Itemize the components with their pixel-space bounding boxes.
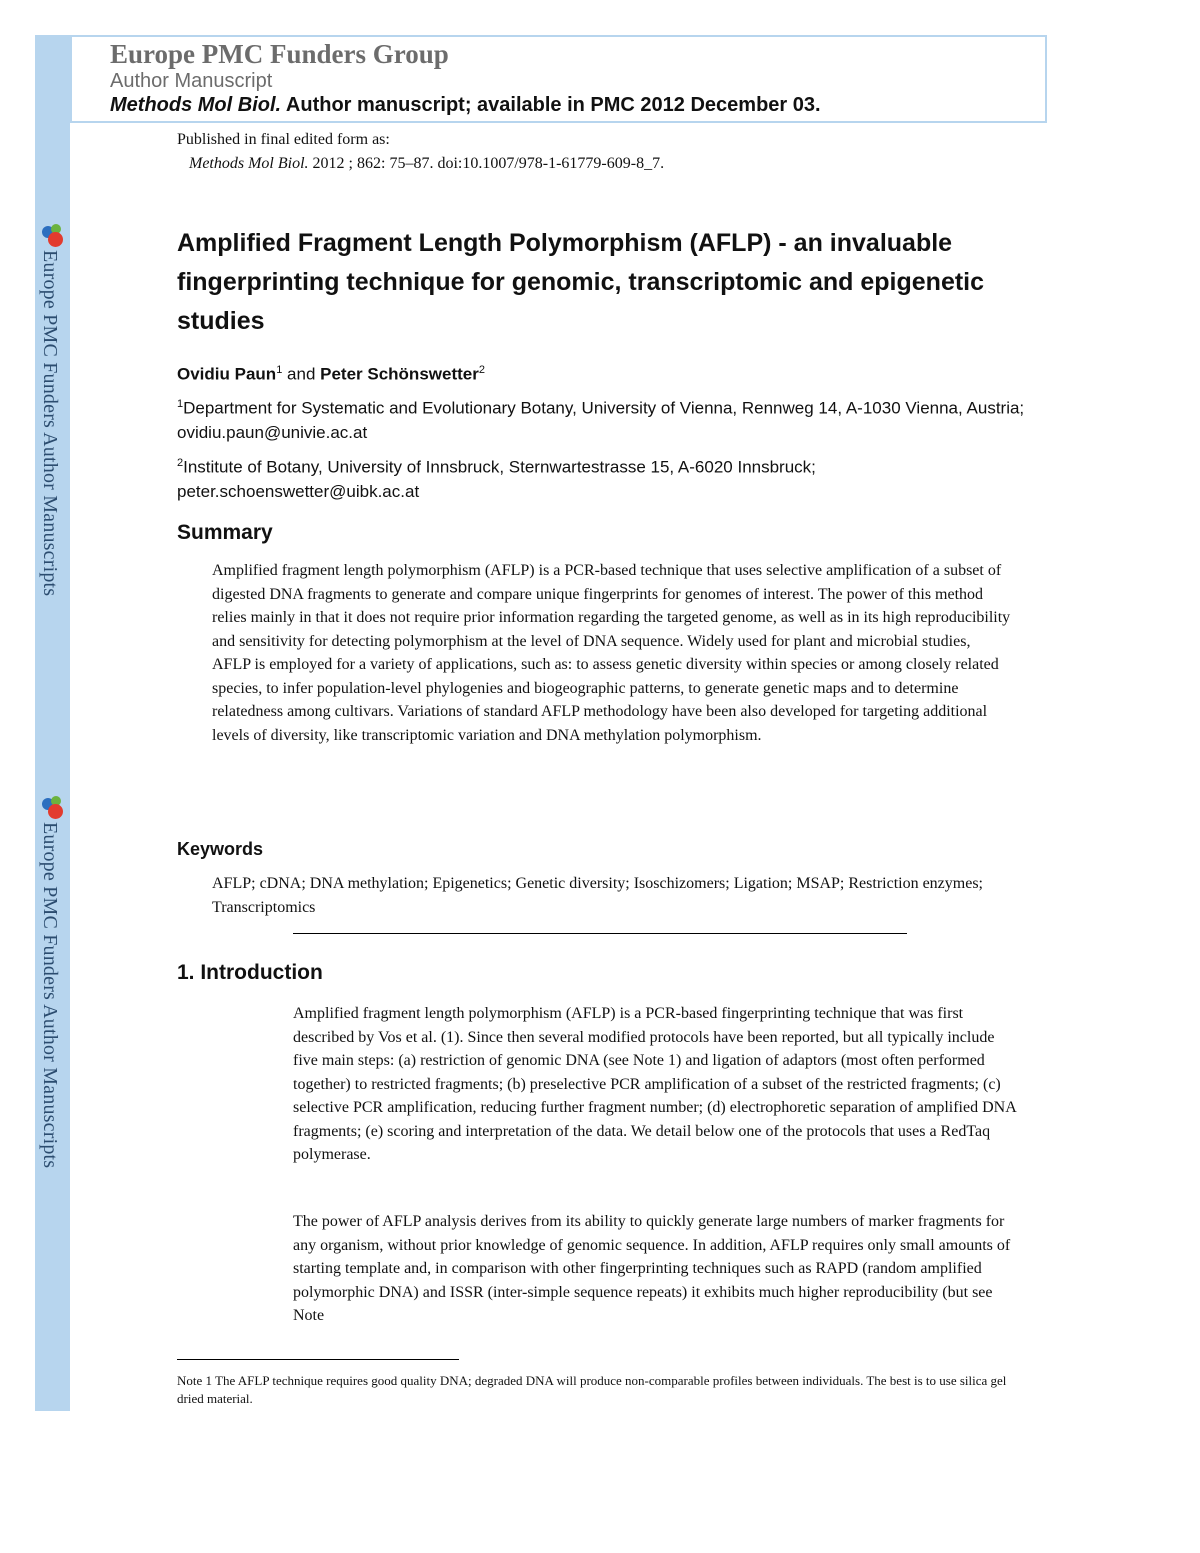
affiliation-marker: 1 bbox=[276, 364, 283, 376]
summary-text: Amplified fragment length polymorphism (AFLP) is a PCR-based technique that uses selective amplification of a subset of digested DNA fragments to generate and compare unique fingerprints for genomes of interest. The power of this method relies mainly in that it does not require prior information regarding the targeted genome, as well as in its high reproducibility and sensitivity for detecting polymorphism at the level of DNA sequence. Widely used for plant and microbial studies, AFLP is employed for a variety of applications, such as: to assess genetic diversity within species or among closely related species, to infer population-level phylogenies and biogeographic patterns, to generate genetic maps and to determine relatedness among cultivars. Variations of standard AFLP methodology have been also developed for targeting additional levels of diversity, like transcriptomic variation and DNA methylation polymorphism. bbox=[212, 562, 1011, 744]
introduction-paragraph-1: Amplified fragment length polymorphism (AFLP) is a PCR-based fingerprinting technique that was first described by Vos et al. (1). Since then several modified protocols have been reported, but all typically include five main steps: (a) restriction of genomic DNA (see Note 1) and ligation of adaptors (most often performed together) to restricted fragments; (b) preselective PCR amplification of a subset of the restricted fragments; (c) selective PCR amplification, reducing further fragment number; (d) electrophoretic separation of amplified DNA fragments; (e) scoring and interpretation of the data. We detail below one of the protocols that uses a RedTaq polymerase. bbox=[293, 1005, 1016, 1163]
introduction-paragraph-2: The power of AFLP analysis derives from its ability to quickly generate large numbers of marker fragments for any organism, without prior knowledge of genomic sequence. In addition, AFLP requires only small amounts of starting template and, in comparison with other fingerprinting techniques such as RAPD (random amplified polymorphic DNA) and ISSR (inter-simple sequence repeats) it exhibits much higher reproducibility (but see Note bbox=[293, 1213, 1011, 1324]
availability-line bbox=[110, 94, 821, 117]
affiliation-marker: 1 bbox=[177, 398, 184, 410]
funders-group-title: Europe PMC Funders Group bbox=[110, 39, 449, 69]
introduction-heading: 1. Introduction bbox=[177, 961, 323, 984]
header-banner bbox=[70, 35, 1047, 123]
footnote bbox=[177, 1372, 1027, 1408]
footnote-divider bbox=[177, 1359, 459, 1360]
affiliation-2 bbox=[177, 451, 1037, 504]
affiliation-text: Department for Systematic and Evolutionary Botany, University of Vienna, Rennweg 14, A-1030 Vienna, Austria; ovidiu.paun@univie.ac.at bbox=[177, 398, 1025, 442]
sidebar-label-bottom: Europe PMC Funders Author Manuscripts bbox=[39, 822, 61, 1169]
affiliation-marker: 2 bbox=[478, 364, 485, 376]
footnote-label: Note 1 bbox=[177, 1373, 213, 1388]
affiliation-1 bbox=[177, 392, 1037, 445]
author-line bbox=[177, 364, 485, 385]
author-manuscript-label: Author Manuscript bbox=[110, 70, 273, 92]
keywords-heading: Keywords bbox=[177, 839, 264, 859]
author-name: Ovidiu Paun bbox=[177, 364, 277, 384]
citation-line bbox=[189, 155, 664, 173]
affiliation-text: Institute of Botany, University of Innsbruck, Sternwartestrasse 15, A-6020 Innsbruck; peter.schoenswetter@uibk.ac.at bbox=[177, 457, 816, 501]
footnote-text: The AFLP technique requires good quality DNA; degraded DNA will produce non-comparable profiles between individuals. The best is to use silica gel dried material. bbox=[177, 1373, 1007, 1406]
sidebar-label-top: Europe PMC Funders Author Manuscripts bbox=[39, 250, 61, 597]
keywords-text: AFLP; cDNA; DNA methylation; Epigenetics; Genetic diversity; Isoschizomers; Ligation; MSAP; Restriction enzymes; Transcriptomics bbox=[212, 875, 983, 916]
citation-journal: Methods Mol Biol. bbox=[189, 155, 309, 172]
europe-pmc-logo-icon bbox=[40, 224, 64, 248]
journal-abbrev: Methods Mol Biol. bbox=[110, 94, 282, 116]
section-divider bbox=[293, 933, 907, 934]
author-name: Peter Schönswetter bbox=[320, 364, 479, 384]
summary-heading: Summary bbox=[177, 521, 273, 544]
citation-details: 2012 ; 862: 75–87. doi:10.1007/978-1-61779-609-8_7. bbox=[312, 155, 665, 172]
published-note: Published in final edited form as: bbox=[177, 131, 390, 148]
europe-pmc-logo-icon bbox=[40, 796, 64, 820]
author-conjunction: and bbox=[282, 364, 321, 384]
availability-text: Author manuscript; available in PMC 2012 December 03. bbox=[285, 94, 821, 116]
affiliation-marker: 2 bbox=[177, 457, 184, 469]
article-title: Amplified Fragment Length Polymorphism (AFLP) - an invaluable fingerprinting technique for genomic, transcriptomic and epigenetic studies bbox=[177, 229, 985, 335]
